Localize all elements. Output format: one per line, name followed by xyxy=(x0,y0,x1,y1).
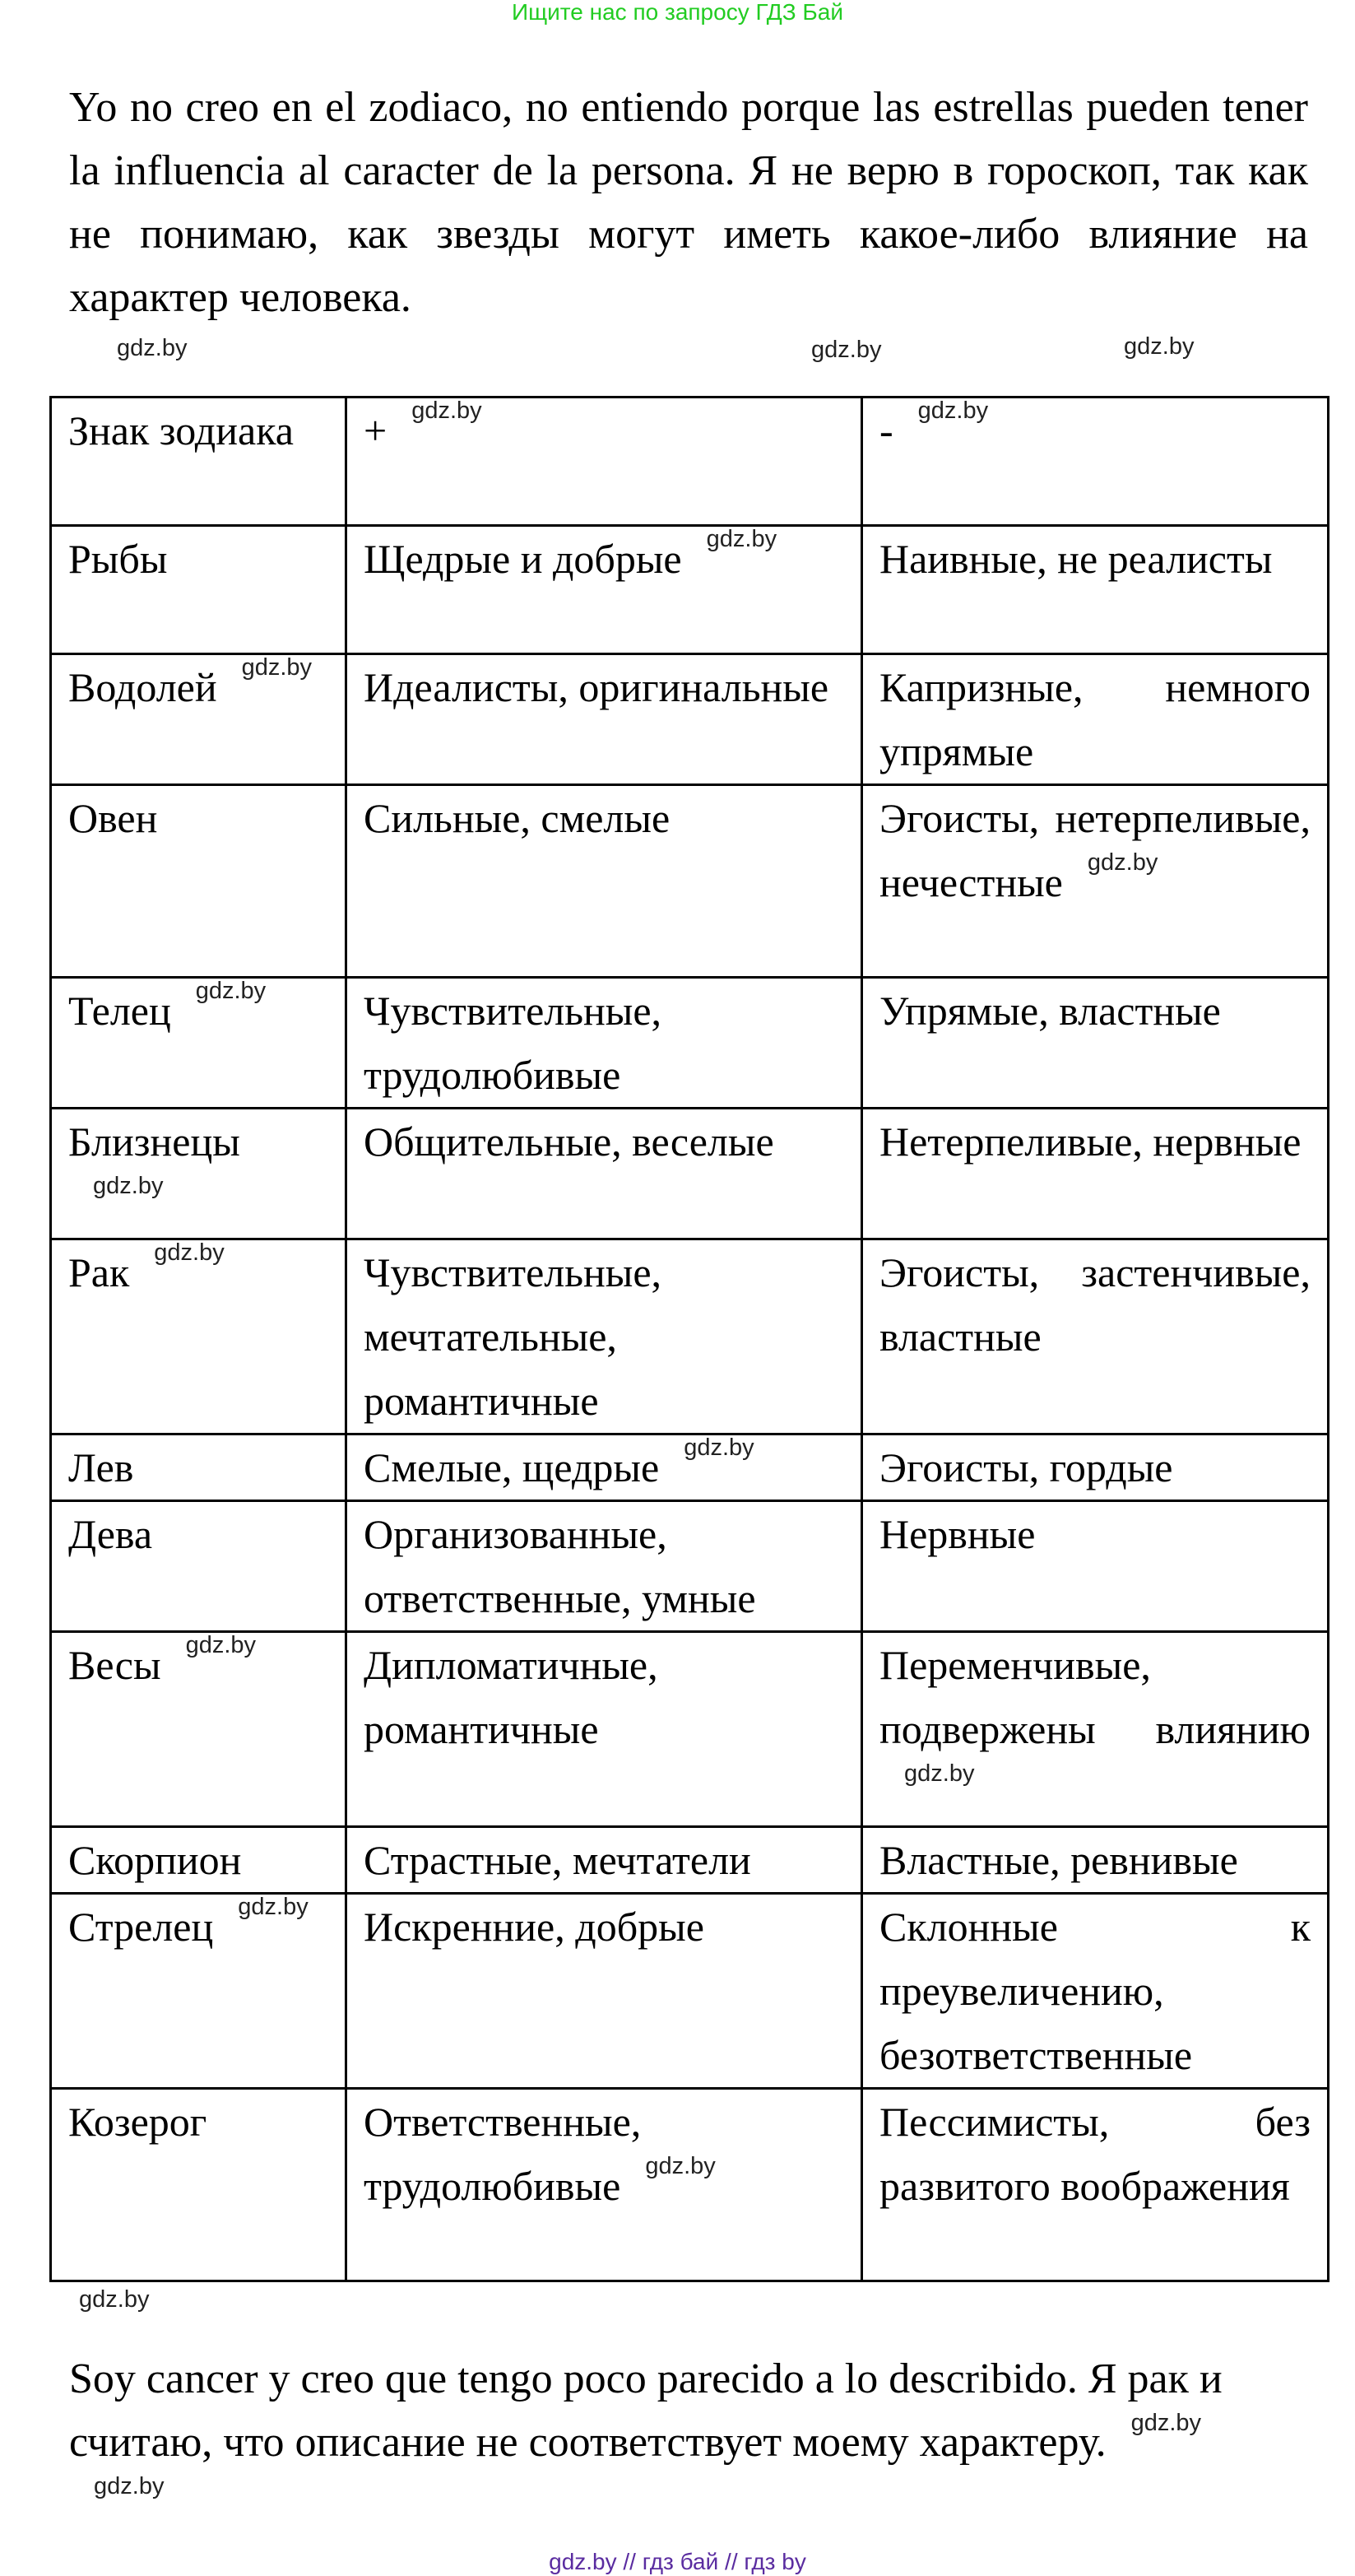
watermark: gdz.by xyxy=(684,1434,754,1461)
table-row xyxy=(51,1827,1329,1894)
cell-minus xyxy=(862,1501,1329,1632)
table-row xyxy=(51,1894,1329,2089)
cell-minus-text: Упрямые, властные xyxy=(879,988,1221,1034)
cell-plus xyxy=(346,654,862,785)
cell-minus-text: Эгоисты, нетерпеливые, нечестные xyxy=(879,795,1311,905)
table-header-row xyxy=(51,398,1329,526)
header-sign xyxy=(51,398,346,526)
watermark: gdz.by xyxy=(706,526,777,552)
header-minus xyxy=(862,398,1329,526)
watermark: gdz.by xyxy=(411,398,482,424)
cell-plus xyxy=(346,978,862,1109)
cell-plus-text: Смелые, щедрые xyxy=(364,1444,660,1490)
watermark: gdz.by xyxy=(93,1173,164,1199)
cell-plus xyxy=(346,1894,862,2089)
header-plus xyxy=(346,398,862,526)
cell-sign xyxy=(51,1501,346,1632)
cell-plus xyxy=(346,526,862,654)
table-row xyxy=(51,2089,1329,2281)
cell-minus-text: Нервные xyxy=(879,1511,1036,1557)
watermark: gdz.by xyxy=(811,337,882,363)
cell-sign xyxy=(51,1632,346,1827)
watermark-gap xyxy=(0,329,1355,396)
table-row xyxy=(51,1434,1329,1501)
cell-minus-text: Склонные к преувеличению, безответственные xyxy=(879,1904,1311,2078)
cell-plus xyxy=(346,1632,862,1827)
cell-sign-text: Рыбы xyxy=(68,536,168,582)
watermark: gdz.by xyxy=(241,654,313,681)
cell-minus-text: Наивные, не реалисты xyxy=(879,536,1273,582)
cell-minus-text: Пессимисты, без развитого воображения xyxy=(879,2099,1311,2209)
cell-sign-text: Близнецы xyxy=(68,1118,240,1165)
cell-plus-text: Дипломатичные, романтичные xyxy=(364,1642,658,1752)
table-row xyxy=(51,1109,1329,1239)
cell-minus-text: Властные, ревнивые xyxy=(879,1837,1238,1883)
watermark: gdz.by xyxy=(1124,333,1195,360)
cell-plus-text: Организованные, ответственные, умные xyxy=(364,1511,756,1621)
cell-minus-text: Эгоисты, гордые xyxy=(879,1444,1173,1490)
intro-text: Yo no creo en el zodiaco, no entiendo porque las estrellas pueden tener la influencia al caracter de la persona. Я не верю в гороскоп, так как не понимаю, как звезды могут иметь какое-либо влияние на характер человека. xyxy=(69,84,1308,321)
cell-plus xyxy=(346,1501,862,1632)
cell-minus-text: Переменчивые, подвержены влиянию xyxy=(879,1642,1311,1752)
table-row xyxy=(51,978,1329,1109)
cell-sign-text: Скорпион xyxy=(68,1837,242,1883)
cell-minus xyxy=(862,526,1329,654)
cell-plus-text: Общительные, веселые xyxy=(364,1118,774,1165)
cell-minus xyxy=(862,785,1329,978)
header-plus-text: + xyxy=(364,407,387,453)
document-body xyxy=(0,76,1355,2537)
table-row xyxy=(51,1501,1329,1632)
cell-plus-text: Чувствительные, мечтательные, романтичные xyxy=(364,1249,662,1424)
cell-minus xyxy=(862,1894,1329,2089)
cell-minus-text: Капризные, немного упрямые xyxy=(879,664,1311,774)
cell-sign xyxy=(51,1239,346,1434)
cell-plus xyxy=(346,1239,862,1434)
cell-plus-text: Чувствительные, трудолюбивые xyxy=(364,988,662,1098)
zodiac-table xyxy=(49,396,1329,2282)
watermark: gdz.by xyxy=(79,2286,150,2313)
watermark: gdz.by xyxy=(154,1239,225,1266)
cell-sign xyxy=(51,785,346,978)
cell-sign-text: Козерог xyxy=(68,2099,207,2145)
cell-minus-text: Эгоисты, застенчивые, властные xyxy=(879,1249,1311,1360)
watermark: gdz.by xyxy=(1087,849,1158,876)
watermark: gdz.by xyxy=(904,1760,975,1787)
header-sign-text: Знак зодиака xyxy=(68,407,294,453)
cell-minus xyxy=(862,1239,1329,1434)
cell-plus xyxy=(346,2089,862,2281)
cell-sign-text: Стрелец xyxy=(68,1904,214,1950)
cell-sign-text: Дева xyxy=(68,1511,153,1557)
cell-sign xyxy=(51,2089,346,2281)
cell-sign xyxy=(51,1434,346,1501)
intro-paragraph xyxy=(69,76,1308,329)
cell-sign-text: Лев xyxy=(68,1444,134,1490)
cell-sign-text: Телец xyxy=(68,988,171,1034)
watermark: gdz.by xyxy=(645,2153,716,2179)
watermark: gdz.by xyxy=(185,1632,257,1658)
cell-minus xyxy=(862,978,1329,1109)
cell-minus-text: Нетерпеливые, нервные xyxy=(879,1118,1302,1165)
cell-sign xyxy=(51,1894,346,2089)
cell-plus xyxy=(346,1434,862,1501)
table-row xyxy=(51,1632,1329,1827)
watermark: gdz.by xyxy=(917,398,989,424)
cell-sign xyxy=(51,978,346,1109)
cell-sign xyxy=(51,1827,346,1894)
cell-plus-text: Страстные, мечтатели xyxy=(364,1837,751,1883)
cell-plus-text: Ответственные, трудолюбивые xyxy=(364,2099,642,2209)
cell-sign xyxy=(51,1109,346,1239)
watermark: gdz.by xyxy=(117,335,188,361)
cell-sign-text: Водолей xyxy=(68,664,217,710)
cell-minus xyxy=(862,1827,1329,1894)
watermark: gdz.by xyxy=(238,1894,309,1920)
table-row xyxy=(51,1239,1329,1434)
cell-minus xyxy=(862,1632,1329,1827)
header-minus-text: - xyxy=(879,407,893,453)
cell-minus xyxy=(862,1109,1329,1239)
watermark: gdz.by xyxy=(195,978,267,1004)
table-row xyxy=(51,654,1329,785)
footer-links: gdz.by // гдз бай // гдз by xyxy=(549,2549,806,2574)
cell-plus-text: Идеалисты, оригинальные xyxy=(364,664,829,710)
table-row xyxy=(51,526,1329,654)
cell-sign-text: Весы xyxy=(68,1642,161,1688)
cell-sign-text: Рак xyxy=(68,1249,130,1295)
cell-minus xyxy=(862,2089,1329,2281)
cell-sign xyxy=(51,526,346,654)
watermark: gdz.by xyxy=(1130,2410,1202,2436)
conclusion-paragraph xyxy=(69,2347,1287,2537)
cell-plus-text: Щедрые и добрые xyxy=(364,536,682,582)
cell-plus-text: Сильные, смелые xyxy=(364,795,671,841)
cell-plus xyxy=(346,1827,862,1894)
search-banner: Ищите нас по запросу ГДЗ Бай xyxy=(511,0,844,25)
cell-minus xyxy=(862,1434,1329,1501)
cell-sign xyxy=(51,654,346,785)
conclusion-text: Soy cancer y creo que tengo poco parecido a lo describido. Я рак и считаю, что описание не соответствует моему характеру. xyxy=(69,2355,1223,2466)
cell-plus-text: Искренние, добрые xyxy=(364,1904,704,1950)
watermark: gdz.by xyxy=(94,2473,165,2499)
cell-plus xyxy=(346,785,862,978)
cell-minus xyxy=(862,654,1329,785)
cell-sign-text: Овен xyxy=(68,795,158,841)
table-row xyxy=(51,785,1329,978)
watermark-gap xyxy=(0,2282,1355,2347)
cell-plus xyxy=(346,1109,862,1239)
